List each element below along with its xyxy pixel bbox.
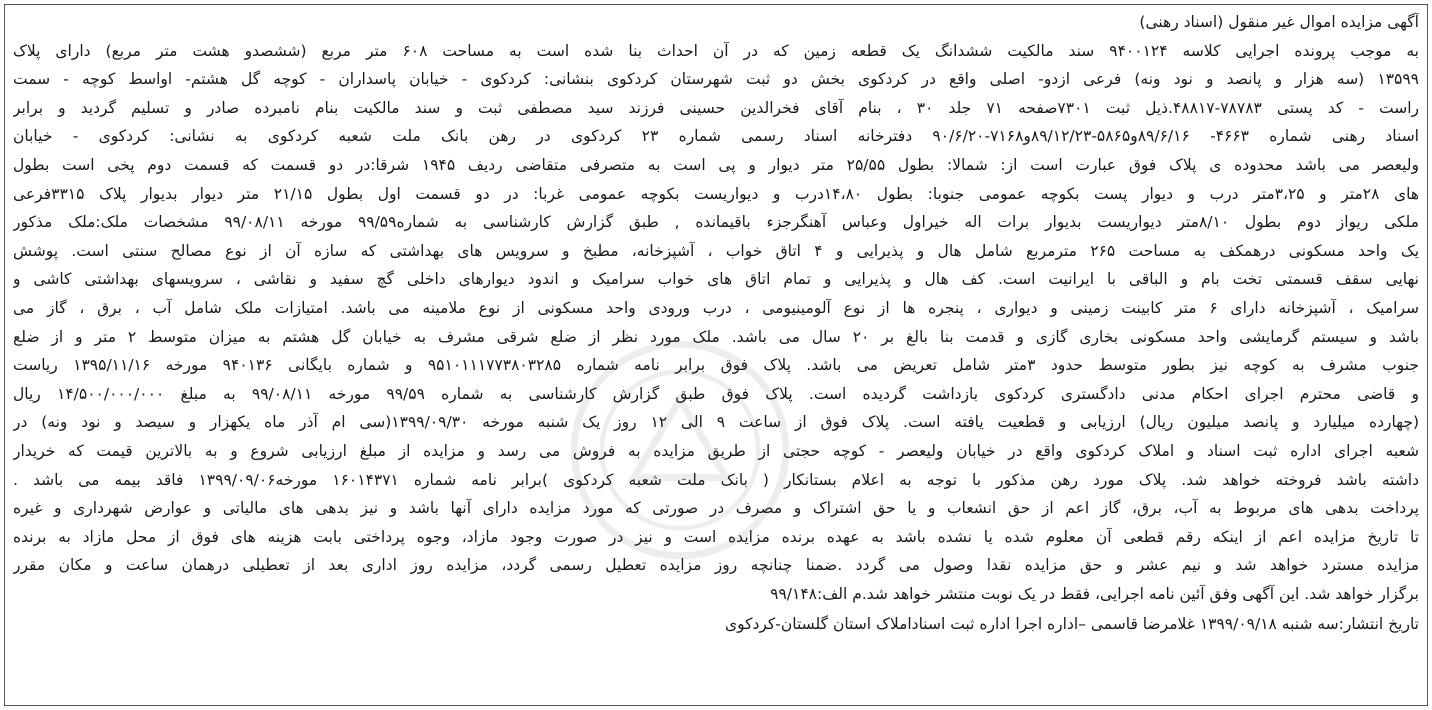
notice-body-line: شعبه اجرای اداره ثبت اسناد و املاک کردکوی واقع در خیابان ولیعصر - کوچه حجتی از طریق مزایده به فروش می رسد و مزایده از مبلغ ارزیابی شروع و به بالاترین قیمت که خریدار <box>13 441 1419 460</box>
notice-body-line: باشد و سیستم گرمایشی واحد مسکونی بخاری گازی و قدمت بنا بالغ بر ۲۰ سال می باشد. ملک مورد نظر از ضلع شرقی مشرف به خیابان گل هشتم به میزان متوسط ۲ متر و از ضلع <box>13 327 1419 346</box>
notice-body-line: ولیعصر می باشد محدوده ی پلاک فوق عبارت است از: شمالا: بطول ۲۵/۵۵ متر دیوار و پی است به متصرفی متقاضی ردیف ۱۹۴۵ شرقا:در دو قسمت که قسمت دوم پخی است بطول <box>13 155 1419 174</box>
notice-body-line: سرامیک ، آشپزخانه دارای ۶ متر کابینت زمینی و دیواری ، پنجره ها از نوع آلومینیومی ، درب ورودی واحد مسکونی از نوع ملامینه می باشد. امتیازات ملک شامل آب ، برق ، گاز می <box>13 298 1419 317</box>
notice-body-line: های ۲۸متر و ۳،۲۵متر درب و دیوار پست بکوچه عمومی جنوبا: بطول ۱۴،۸۰درب و دیواریست بکوچه عمومی غربا: در دو قسمت اول بطول ۲۱/۱۵ متر دیوار بدیوار پلاک ۳۳۱۵فرعی <box>13 184 1419 203</box>
notice-body-line: اسناد رهنی شماره ۴۶۶۳- ۸۹/۶/۱۶و۵۸۶۵-۸۹/۱۲/۲۳و۷۱۶۸-۹۰/۶/۲۰ دفترخانه اسناد رسمی شماره ۲۳ کردکوی در رهن بانک ملت شعبه کردکوی به نشانی: کردکوی - خیابان <box>13 127 1419 146</box>
notice-body-line: یک واحد مسکونی درهمکف به مساحت ۲۶۵ مترمربع شامل هال و پذیرایی و ۴ اتاق خواب ، آشپزخانه، مطبخ و سرویس های بهداشتی که سازه آن از نوع مصالح سنتی است. پوشش <box>13 241 1419 260</box>
notice-body-line: داشته باشد فروخته خواهد شد. پلاک مورد رهن مذکور با توجه به اعلام بستانکار ( بانک ملت شعبه کردکوی )برابر نامه شماره ۱۶۰۱۴۳۷۱ مورخه۱۳۹۹/۰۹/۰۶ فاقد بیمه می باشد . <box>13 470 1419 489</box>
notice-body-line: راست - کد پستی ۷۸۷۸۳-۴۸۸۱۷.ذیل ثبت ۷۳۰۱صفحه ۷۱ جلد ۳۰ ، بنام آقای فخرالدین حسینی فرزند سید مصطفی ثبت و سند مالکیت بنام نامبرده صادر و تسلیم گردید و برابر <box>13 98 1419 117</box>
notice-title: آگهی مزایده اموال غیر منقول (اسناد رهنی) <box>1139 13 1419 31</box>
notice-body-line: به موجب پرونده اجرایی کلاسه ۹۴۰۰۱۲۴ سند مالکیت ششدانگ یک قطعه زمین که در آن احداث بنا شده است به مساحت ۶۰۸ متر مربع (ششصدو هشت متر مربع) دارای پلاک <box>13 41 1419 60</box>
notice-body-line: مزایده مسترد خواهد شد و نیم عشر و حق مزایده نقدا وصول می گردد .ضمنا چنانچه روز مزایده تعطیل رسمی گردد، مزایده روز اداری بعد از تعطیلی درهمان ساعت و مکان مقرر <box>13 556 1419 575</box>
notice-body-line: ملکی ریواز دوم بطول ۸/۱۰متر دیواریست بدیوار برات اله خیراول وعباس آهنگرجزء باقیمانده , طبق گزارش کارشناسی به شماره۹۹/۵۹ مورخه ۹۹/۰۸/۱۱ مشخصات ملک:ملک مذکور <box>13 213 1419 232</box>
notice-body-line: و قاضی محترم اجرای احکام مدنی دادگستری کردکوی بازداشت گردیده است. پلاک فوق طبق گزارش کارشناسی به شماره ۹۹/۵۹ مورخه ۹۹/۰۸/۱۱ به مبلغ ۱۴/۵۰۰/۰۰۰/۰۰۰ ریال <box>13 384 1419 403</box>
notice-body-line: نهایی سقف قسمتی تخت بام و الباقی با ایرانیت است. کف هال و پذیرایی و تمام اتاق های خواب سرامیک و اندود دیوارهای داخلی گچ سفید و نقاشی ، سرویسهای بهداشتی کاشی و <box>13 270 1419 289</box>
notice-body-line: (چهارده میلیارد و پانصد میلیون ریال) ارزیابی و قطعیت یافته است. پلاک فوق از ساعت ۹ الی ۱۲ روز یک شنبه مورخه ۱۳۹۹/۰۹/۳۰(سی ام آذر ماه یکهزار و سیصد و نود ونه) در <box>13 413 1419 432</box>
notice-body-line: جنوب مشرف به کوچه نیز بطور متوسط حدود ۳متر شامل تعریض می باشد. پلاک فوق برابر نامه شماره ۹۵۱۰۱۱۱۷۷۳۸۰۳۲۸۵ و شماره بایگانی ۹۴۰۱۳۶ مورخه ۱۳۹۵/۱۱/۱۶ ریاست <box>13 356 1419 375</box>
notice-body-line: برگزار خواهد شد. این آگهی وفق آئین نامه اجرایی، فقط در یک نوبت منتشر خواهد شد.م الف:۹۹/۱۴۸ <box>770 584 1419 603</box>
notice-body-line: ۱۳۵۹۹ (سه هزار و پانصد و نود ونه) فرعی ازدو- اصلی واقع در کردکوی بخش دو ثبت شهرستان کردکوی بنشانی: کردکوی - خیابان پاسداران - کوچه گل هشتم- اواسط کوچه - سمت <box>13 70 1419 89</box>
notice-body-line: تا تاریخ مزایده اعم از اینکه رقم قطعی آن معلوم شده یا نشده باشد به عهده برنده مزایده است و نیز در صورت وجود مازاد، وجوه پرداختی بابت هزینه های فوق از محل مازاد به برنده <box>13 527 1419 546</box>
publication-footer: تاریخ انتشار:سه شنبه ۱۳۹۹/۰۹/۱۸ غلامرضا قاسمی –اداره اجرا اداره ثبت اسناداملاک استان گلستان-کردکوی <box>724 615 1419 634</box>
auction-notice <box>4 4 1428 706</box>
notice-body-line: پرداخت بدهی های مربوط به آب، برق، گاز اعم از حق انشعاب و یا حق اشتراک و مصرف در صورتی که مورد مزایده دارای آنها باشد و نیز بدهی های مالیاتی و عوارض شهرداری و غیره <box>13 499 1419 518</box>
